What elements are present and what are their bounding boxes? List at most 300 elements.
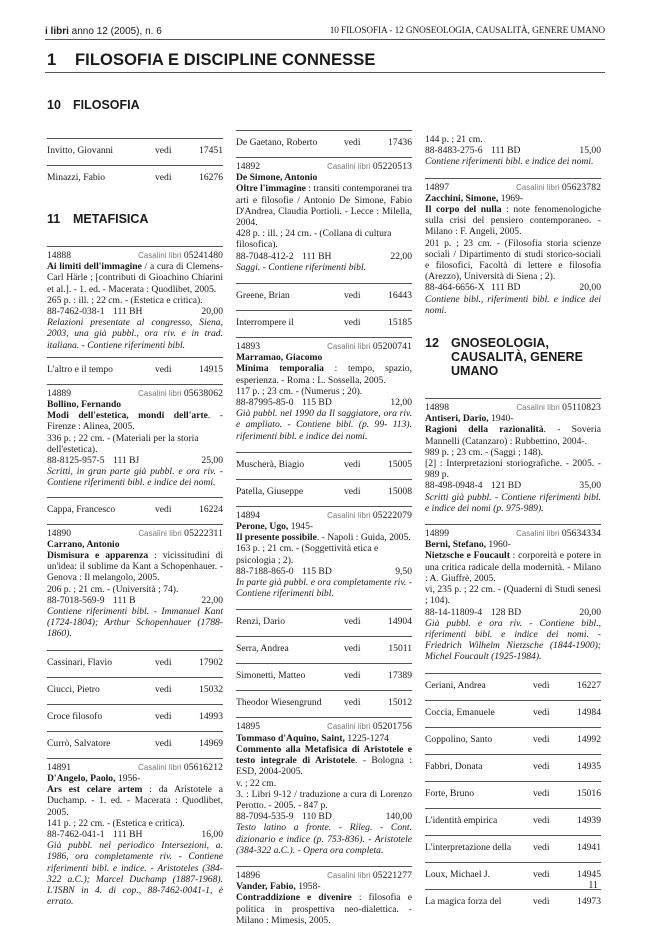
- record-physical: 163 p. ; 21 cm. - (Soggettività etica e psicologia ; 2).: [236, 543, 379, 566]
- record-number: 14899: [425, 528, 449, 540]
- record-physical: 141 p. ; 22 cm. - (Estetica e critica).: [47, 817, 185, 829]
- ref-number: 14915: [199, 363, 223, 375]
- ref-number: 17436: [388, 137, 412, 148]
- record-number: 14889: [47, 387, 71, 399]
- record-number: 14894: [236, 509, 260, 521]
- record-price: 9,50: [395, 565, 412, 577]
- record-desc: : note fenomenologiche sulla crisi del pensiero contemporaneo. - Milano : F. Angeli, 2005.: [425, 204, 601, 238]
- ref-number: 14945: [577, 868, 601, 880]
- record-title: Modi dell'estetica, mondi dell'arte: [47, 410, 208, 422]
- record-author: Berni, Stefano,: [425, 539, 487, 551]
- ref-number: 15185: [388, 317, 412, 329]
- ref-number: 17902: [199, 656, 223, 668]
- record-14893: [236, 337, 412, 452]
- ref-see: vedi: [155, 737, 172, 749]
- ref-see: vedi: [344, 317, 361, 329]
- record-note: Relazioni presentate al congresso, Siena, 2003, una già pubbl., ora riv. e in trad. italiana. - Contiene riferimenti bibl.: [47, 317, 223, 351]
- ref-number: 16224: [199, 503, 223, 515]
- ref-name: Fabbri, Donata: [425, 760, 483, 772]
- record-code: 05110823: [562, 402, 601, 414]
- record-desc: : tempo, spazio, esperienza. - Roma : L. Sossella, 2005.: [236, 363, 412, 386]
- record-isbn: 88-8483-275-6: [425, 145, 483, 157]
- record-number: 14893: [236, 341, 260, 353]
- ref-see: vedi: [155, 656, 172, 668]
- record-physical: 989 p. ; 23 cm. - (Saggi ; 148).: [425, 446, 544, 458]
- ref-name: Interrompere il: [236, 317, 294, 329]
- running-title: 10 FILOSOFIA - 12 GNOSEOLOGIA, CAUSALITÀ, GENERE UMANO: [329, 26, 605, 36]
- ref-see: vedi: [155, 683, 172, 695]
- record-class: 111 B: [113, 594, 136, 606]
- source-label: Casalini libri: [138, 251, 182, 260]
- record-note: Saggi. - Contiene riferimenti bibl.: [236, 261, 367, 273]
- ref-number: 14969: [199, 737, 223, 749]
- journal-name: i libri: [45, 26, 69, 37]
- see-reference: [47, 357, 223, 384]
- issue-label: anno 12 (2005), n. 6: [68, 26, 162, 37]
- see-reference: [236, 283, 412, 310]
- ref-see: vedi: [533, 760, 550, 772]
- subsection-12-heading: [425, 336, 601, 378]
- ref-see: vedi: [533, 787, 550, 799]
- record-number: 14892: [236, 161, 260, 172]
- record-price: 22,00: [201, 594, 223, 606]
- record-source: [138, 250, 223, 261]
- see-reference: [236, 310, 412, 337]
- record-title: Nietzsche e Foucault: [425, 550, 510, 562]
- record-source: [138, 388, 223, 399]
- ref-see: vedi: [533, 868, 550, 880]
- record-isbn-line: [47, 306, 223, 317]
- record-source: [327, 510, 412, 521]
- record-title: Oltre l'immagine: [236, 183, 306, 195]
- record-title: Il corpo del nulla: [425, 204, 502, 216]
- record-price: 20,00: [579, 282, 601, 294]
- record-class: 110 BD: [302, 811, 332, 823]
- record-class: 111 BH: [113, 828, 143, 840]
- record-class: 111 BD: [491, 145, 521, 157]
- record-price: 35,00: [579, 480, 601, 492]
- ref-see: vedi: [344, 137, 361, 148]
- record-isbn-line: [425, 145, 601, 156]
- record-number: 14895: [236, 721, 260, 733]
- record-title: Ai limiti dell'immagine: [47, 261, 142, 273]
- see-reference: [425, 835, 601, 862]
- record-14892: [236, 157, 412, 283]
- record-14888: [47, 246, 223, 357]
- record-author: D'Angelo, Paolo,: [47, 772, 116, 784]
- ref-name: Loux, Michael J.: [425, 868, 491, 880]
- record-volume: [2] : Interpretazioni storiografiche. - 2005. - 989 p.: [425, 458, 601, 481]
- record-physical: 201 p. ; 23 cm. - (Filosofia storia scienze sociali / Dipartimento di studi storico-sociali e filosofici, Facoltà di lettere e filosofia (Arezzo), Università di Siena ; 2).: [425, 237, 601, 283]
- source-label: Casalini libri: [138, 762, 182, 772]
- record-isbn-line: [425, 480, 601, 491]
- source-label: Casalini libri: [138, 528, 182, 538]
- ref-see: vedi: [344, 670, 361, 682]
- see-reference: [236, 690, 412, 717]
- record-price: 15,00: [579, 145, 601, 157]
- record-number: 14897: [425, 181, 449, 193]
- ref-name: Ciucci, Pietro: [47, 683, 100, 695]
- record-code: 05221277: [372, 869, 412, 881]
- record-code: 05222079: [372, 509, 412, 521]
- record-note: Contiene riferimenti bibl. e indice dei nomi.: [425, 156, 594, 168]
- ref-number: 15032: [199, 683, 223, 695]
- see-reference: [236, 130, 412, 157]
- record-source: [516, 402, 601, 413]
- record-author: Perone, Ugo,: [236, 521, 289, 533]
- ref-see: vedi: [155, 503, 172, 515]
- record-note: Testo latino a fronte. - Rileg. - Cont. dizionario e indice (p. 753-836). - Aristotele (384-322 a.C.). - Opera ora completa.: [236, 822, 412, 856]
- record-isbn: 88-7094-535-9: [236, 811, 294, 823]
- record-author-dates: 1969-: [498, 192, 524, 204]
- record-author-dates: 1225-1274: [344, 732, 389, 744]
- ref-see: vedi: [344, 290, 361, 302]
- ref-name: Muscherà, Biagio: [236, 458, 305, 470]
- record-desc: : da Aristotele a Duchamp. - 1. ed. - Macerata : Quodlibet, 2005.: [47, 784, 224, 818]
- ref-number: 17451: [199, 145, 223, 156]
- source-label: Casalini libri: [327, 342, 371, 352]
- see-reference: [47, 677, 223, 704]
- ref-name: L'interpretazione della: [425, 841, 512, 853]
- ref-see: vedi: [533, 733, 550, 745]
- section-title: [47, 51, 375, 70]
- record-14899: [425, 524, 601, 672]
- record-isbn-line: [236, 251, 412, 262]
- ref-number: 15016: [577, 787, 601, 799]
- see-reference: [425, 781, 601, 808]
- ref-number: 15011: [388, 643, 412, 655]
- record-title: Contraddizione e divenire: [236, 892, 352, 904]
- record-number: 14891: [47, 761, 71, 773]
- record-source: [327, 161, 412, 172]
- record-class: 111 BH: [302, 250, 332, 262]
- ref-number: 15005: [388, 458, 412, 470]
- record-code: 05200741: [372, 341, 412, 353]
- section-rule: [45, 72, 605, 73]
- record-code: 05634334: [561, 528, 601, 540]
- record-isbn-line: [47, 455, 223, 466]
- record-note: Già pubbl. nel 1990 da Il saggiatore, ora riv. e ampliato. - Contiene bibl. (p. 99- 113). riferimenti bibl. e indice dei nomi.: [236, 408, 412, 442]
- record-author: Marramao, Giacomo: [236, 352, 323, 364]
- ref-number: 15008: [388, 485, 412, 497]
- see-reference: [425, 862, 601, 889]
- see-reference: [236, 452, 412, 479]
- ref-name: Greene, Brian: [236, 290, 290, 302]
- ref-name: Coccia, Emanuele: [425, 706, 495, 718]
- ref-number: 17389: [388, 670, 412, 682]
- record-isbn: 88-14-11809-4: [425, 606, 483, 618]
- ref-see: vedi: [533, 814, 550, 826]
- record-note: Già pubbl. nel periodico Intersezioni, a. 1986, ora completamente riv. - Contiene riferimenti bibl. e indice. - Aristoteles (384-322 a.C.); Marcel Duchamp (1887-1968). L'ISBN in 4. di cop., 88-7462-0041-1, è errato.: [47, 840, 223, 908]
- see-reference: [47, 731, 223, 758]
- record-isbn: 88-7188-865-0: [236, 565, 294, 577]
- record-isbn-line: [236, 811, 412, 822]
- see-reference: [425, 889, 601, 916]
- ref-name: Simonetti, Matteo: [236, 670, 306, 682]
- ref-name: Patella, Giuseppe: [236, 485, 304, 497]
- record-14889: [47, 384, 223, 497]
- record-title: Il presente possibile: [236, 532, 317, 544]
- ref-number: 15012: [388, 697, 412, 709]
- subsection-title: GNOSEOLOGIA, CAUSALITÀ, GENERE UMANO: [451, 336, 583, 379]
- ref-number: 14984: [577, 706, 601, 718]
- record-code: 05220513: [372, 161, 412, 172]
- record-class: 121 BD: [491, 480, 522, 492]
- record-14895: [236, 717, 412, 865]
- record-number: 14896: [236, 869, 260, 881]
- record-desc: . - Bologna : ESD, 2004-2005.: [236, 755, 412, 778]
- see-reference: [47, 138, 223, 165]
- record-isbn: 88-7462-038-1: [47, 306, 105, 318]
- record-author-dates: 1945-: [288, 521, 314, 533]
- record-source: [327, 341, 412, 352]
- record-isbn: 88-498-0948-4: [425, 480, 483, 492]
- record-volume: 3. : Libri 9-12 / traduzione a cura di Lorenzo Perotto. - 2005. - 847 p.: [236, 788, 412, 811]
- record-source: [138, 528, 223, 539]
- ref-number: 14973: [577, 895, 601, 907]
- record-isbn: 88-8125-957-5: [47, 455, 105, 467]
- source-label: Casalini libri: [138, 388, 182, 398]
- record-desc: . - Firenze : Alinea, 2005.: [47, 410, 223, 433]
- source-label: Casalini libri: [516, 529, 560, 539]
- record-price: 16,00: [201, 828, 223, 840]
- record-price: 140,00: [385, 811, 412, 823]
- record-desc: / a cura di Clemens-Carl Härle ; [contributi di Gioachino Chiarini et al.]. - 1. ed. - Macerata : Quodlibet, 2005.: [47, 261, 223, 295]
- ref-see: vedi: [155, 172, 172, 183]
- ref-number: 16276: [199, 172, 223, 183]
- subsection-10-heading: [47, 98, 223, 112]
- section-number: 1: [47, 51, 57, 69]
- record-author: Tommaso d'Aquino, Saint,: [236, 732, 345, 744]
- record-class: 111 BJ: [113, 455, 140, 467]
- record-code: 05241480: [183, 250, 223, 261]
- subsection-title: FILOSOFIA: [73, 98, 140, 112]
- record-physical: vi, 235 p. ; 22 cm. - (Quaderni di Studi senesi ; 104).: [425, 584, 601, 607]
- record-note: In parte già pubbl. e ora completamente riv. - Contiene riferimenti bibl.: [236, 577, 412, 600]
- record-physical: 117 p. ; 23 cm. - (Numerus ; 20).: [236, 385, 363, 397]
- record-desc: : vicissitudini di un'idea: il sublime da Kant a Schopenhauer. - Genova : Il melangolo, 2005.: [47, 550, 223, 584]
- journal-issue: [45, 26, 162, 37]
- ref-name: De Gaetano, Roberto: [236, 137, 318, 148]
- record-desc: : transiti contemporanei tra arti e filosofie / Antonio De Simone, Fabio D'Andrea, Claudia Portioli. - Lecce : Milella, 2004.: [236, 183, 412, 229]
- see-reference: [425, 673, 601, 700]
- ref-number: 16227: [577, 679, 601, 691]
- record-author-dates: 1960-: [486, 539, 511, 551]
- see-reference: [47, 650, 223, 677]
- record-source: [138, 762, 223, 773]
- ref-number: 14993: [199, 710, 223, 722]
- see-reference: [425, 808, 601, 835]
- record-code: 05638062: [183, 387, 223, 399]
- record-class: 111 BH: [113, 306, 143, 318]
- record-title: Ragioni della razionalità: [425, 424, 544, 436]
- record-source: [327, 721, 412, 732]
- record-isbn-line: [47, 595, 223, 606]
- source-label: Casalini libri: [327, 162, 371, 171]
- ref-see: vedi: [155, 145, 172, 156]
- record-isbn-line: [47, 829, 223, 840]
- record-author: Vander, Fabio,: [236, 881, 296, 893]
- ref-see: vedi: [344, 616, 361, 628]
- record-physical: 428 p. : ill. ; 24 cm. - (Collana di cultura filosofica).: [236, 228, 392, 251]
- column-1: [47, 86, 223, 907]
- source-label: Casalini libri: [327, 722, 371, 732]
- ref-name: L'altro e il tempo: [47, 363, 113, 375]
- record-number: 14890: [47, 527, 71, 539]
- ref-name: Theodor Wiesengrund: [236, 697, 322, 709]
- record-physical: 265 p. : ill. ; 22 cm. - (Estetica e critica).: [47, 294, 203, 306]
- ref-see: vedi: [344, 697, 361, 709]
- record-author-dates: 1940-: [488, 413, 514, 425]
- record-price: 22,00: [390, 250, 412, 262]
- source-label: Casalini libri: [327, 510, 371, 520]
- section-name: FILOSOFIA E DISCIPLINE CONNESSE: [75, 51, 376, 69]
- record-14894: [236, 506, 412, 610]
- record-class: 115 BD: [302, 565, 332, 577]
- record-source: [516, 182, 601, 193]
- see-reference: [47, 704, 223, 731]
- column-2: [236, 86, 412, 926]
- ref-name: Serra, Andrea: [236, 643, 289, 655]
- ref-name: L'identità empirica: [425, 814, 498, 826]
- record-code: 05623782: [561, 181, 601, 193]
- record-note: Contiene bibl., riferimenti bibl. e indice dei nomi.: [425, 293, 601, 316]
- record-title: Commento alla Metafisica di Aristotele e testo integrale di Aristotele: [236, 743, 412, 767]
- see-reference: [425, 727, 601, 754]
- see-reference: [425, 754, 601, 781]
- ref-name: Currò, Salvatore: [47, 737, 111, 749]
- record-14890: [47, 524, 223, 650]
- record-desc: . - Napoli : Guida, 2005.: [316, 532, 411, 544]
- record-physical: v. ; 22 cm.: [236, 777, 277, 789]
- see-reference: [47, 497, 223, 524]
- see-reference: [236, 636, 412, 663]
- ref-number: 16443: [388, 290, 412, 302]
- record-14891: [47, 758, 223, 908]
- record-note: Scritti, in gran parte già pubbl. e ora riv. - Contiene riferimenti bibl. e indice dei nomi.: [47, 466, 223, 489]
- record-price: 20,00: [579, 606, 601, 618]
- ref-name: La magica forza del: [425, 895, 502, 907]
- record-author: De Simone, Antonio: [236, 172, 318, 184]
- record-title: Dismisura e apparenza: [47, 550, 149, 562]
- record-title: Ars est celare artem: [47, 784, 143, 796]
- record-isbn: 88-7018-569-9: [47, 594, 105, 606]
- ref-see: vedi: [533, 679, 550, 691]
- subsection-number: 11: [47, 212, 61, 226]
- ref-name: Minazzi, Fabio: [47, 172, 106, 183]
- record-code: 05616212: [183, 761, 223, 773]
- source-label: Casalini libri: [516, 403, 560, 413]
- record-note: Contiene riferimenti bibl. - Immanuel Kant (1724-1804); Arthur Schopenhauer (1788-1860).: [47, 606, 223, 640]
- see-reference: [47, 165, 223, 192]
- record-isbn-line: [236, 397, 412, 408]
- record-physical: 206 p. ; 21 cm. - (Università ; 74).: [47, 583, 179, 595]
- record-source: [516, 528, 601, 539]
- ref-see: vedi: [155, 363, 172, 375]
- page-number: 11: [588, 880, 598, 891]
- see-reference: [236, 479, 412, 506]
- ref-name: Croce filosofo: [47, 710, 103, 722]
- record-author: Carrano, Antonio: [47, 538, 120, 550]
- record-isbn-line: [425, 282, 601, 293]
- subsection-title: METAFISICA: [73, 212, 149, 226]
- record-price: 12,00: [390, 397, 412, 409]
- ref-name: Coppolino, Santo: [425, 733, 493, 745]
- ref-number: 14939: [577, 814, 601, 826]
- see-reference: [425, 700, 601, 727]
- record-author: Antiseri, Dario,: [425, 413, 489, 425]
- record-desc: : filosofia e politica in prospettiva neo-dialettica. - Milano : Mimesis, 2005.: [236, 892, 412, 926]
- record-physical: 336 p. ; 22 cm. - (Materiali per la storia dell'estetica).: [47, 432, 199, 455]
- ref-name: Cassinari, Flavio: [47, 656, 113, 668]
- ref-name: Renzi, Dario: [236, 616, 286, 628]
- ref-see: vedi: [344, 643, 361, 655]
- record-desc: : corporeità e potere in una critica radicale della modernità. - Milano : A. Giuffrè, 2005.: [425, 550, 601, 584]
- record-isbn-line: [236, 566, 412, 577]
- subsection-11-heading: [47, 212, 223, 226]
- record-author-dates: 1956-: [115, 772, 141, 784]
- record-author: Zacchini, Simone,: [425, 192, 499, 204]
- record-14896: [236, 866, 412, 926]
- ref-see: vedi: [344, 458, 361, 470]
- record-number: 14898: [425, 402, 449, 414]
- record-author: Bollino, Fernando: [47, 399, 122, 411]
- record-number: 14888: [47, 250, 71, 261]
- record-source: [327, 870, 412, 881]
- source-label: Casalini libri: [327, 870, 371, 880]
- ref-name: Ceriani, Andrea: [425, 679, 486, 691]
- record-isbn: 88-7462-041-1: [47, 828, 105, 840]
- column-3: [425, 86, 601, 916]
- record-isbn: 88-464-6656-X: [425, 282, 485, 294]
- record-physical: 144 p. ; 21 cm.: [425, 134, 483, 145]
- record-desc: . - Soveria Mannelli (Catanzaro) : Rubbettino, 2004-.: [425, 424, 601, 447]
- ref-name: Cappa, Francesco: [47, 503, 116, 515]
- ref-number: 14935: [577, 760, 601, 772]
- see-reference: [236, 609, 412, 636]
- record-code: 05222311: [184, 527, 223, 539]
- record-author-dates: 1958-: [295, 881, 321, 893]
- record-note: Già pubbl. e ora riv. - Contiene bibl., riferimenti bibl. e indice dei nomi. - Friedrich Wilhelm Nietzsche (1844-1900); Michel Foucault (1925-1984).: [425, 617, 601, 663]
- record-title: Minima temporalia: [236, 363, 324, 375]
- record-14897: [425, 178, 601, 316]
- record-14896-continued: [425, 134, 601, 178]
- subsection-number: 10: [47, 98, 61, 112]
- ref-number: 14904: [388, 616, 412, 628]
- page-header: [45, 26, 605, 40]
- record-code: 05201756: [372, 721, 412, 733]
- record-isbn-line: [425, 607, 601, 618]
- record-class: 115 BD: [302, 397, 332, 409]
- record-isbn: 88-7048-412-2: [236, 250, 294, 262]
- source-label: Casalini libri: [516, 182, 560, 192]
- subsection-number: 12: [425, 336, 439, 351]
- ref-name: Invitto, Giovanni: [47, 145, 114, 156]
- ref-see: vedi: [533, 895, 550, 907]
- ref-number: 14941: [577, 841, 601, 853]
- record-note: Scritti già pubbl. - Contiene riferimenti bibl. e indice dei nomi (p. 975-989).: [425, 491, 601, 514]
- record-isbn: 88-87995-85-0: [236, 397, 294, 409]
- see-reference: [236, 663, 412, 690]
- record-price: 20,00: [201, 306, 223, 318]
- record-14898: [425, 398, 601, 524]
- ref-number: 14992: [577, 733, 601, 745]
- record-price: 25,00: [201, 455, 223, 467]
- ref-see: vedi: [155, 710, 172, 722]
- ref-name: Forte, Bruno: [425, 787, 475, 799]
- record-class: 128 BD: [491, 606, 522, 618]
- ref-see: vedi: [533, 841, 550, 853]
